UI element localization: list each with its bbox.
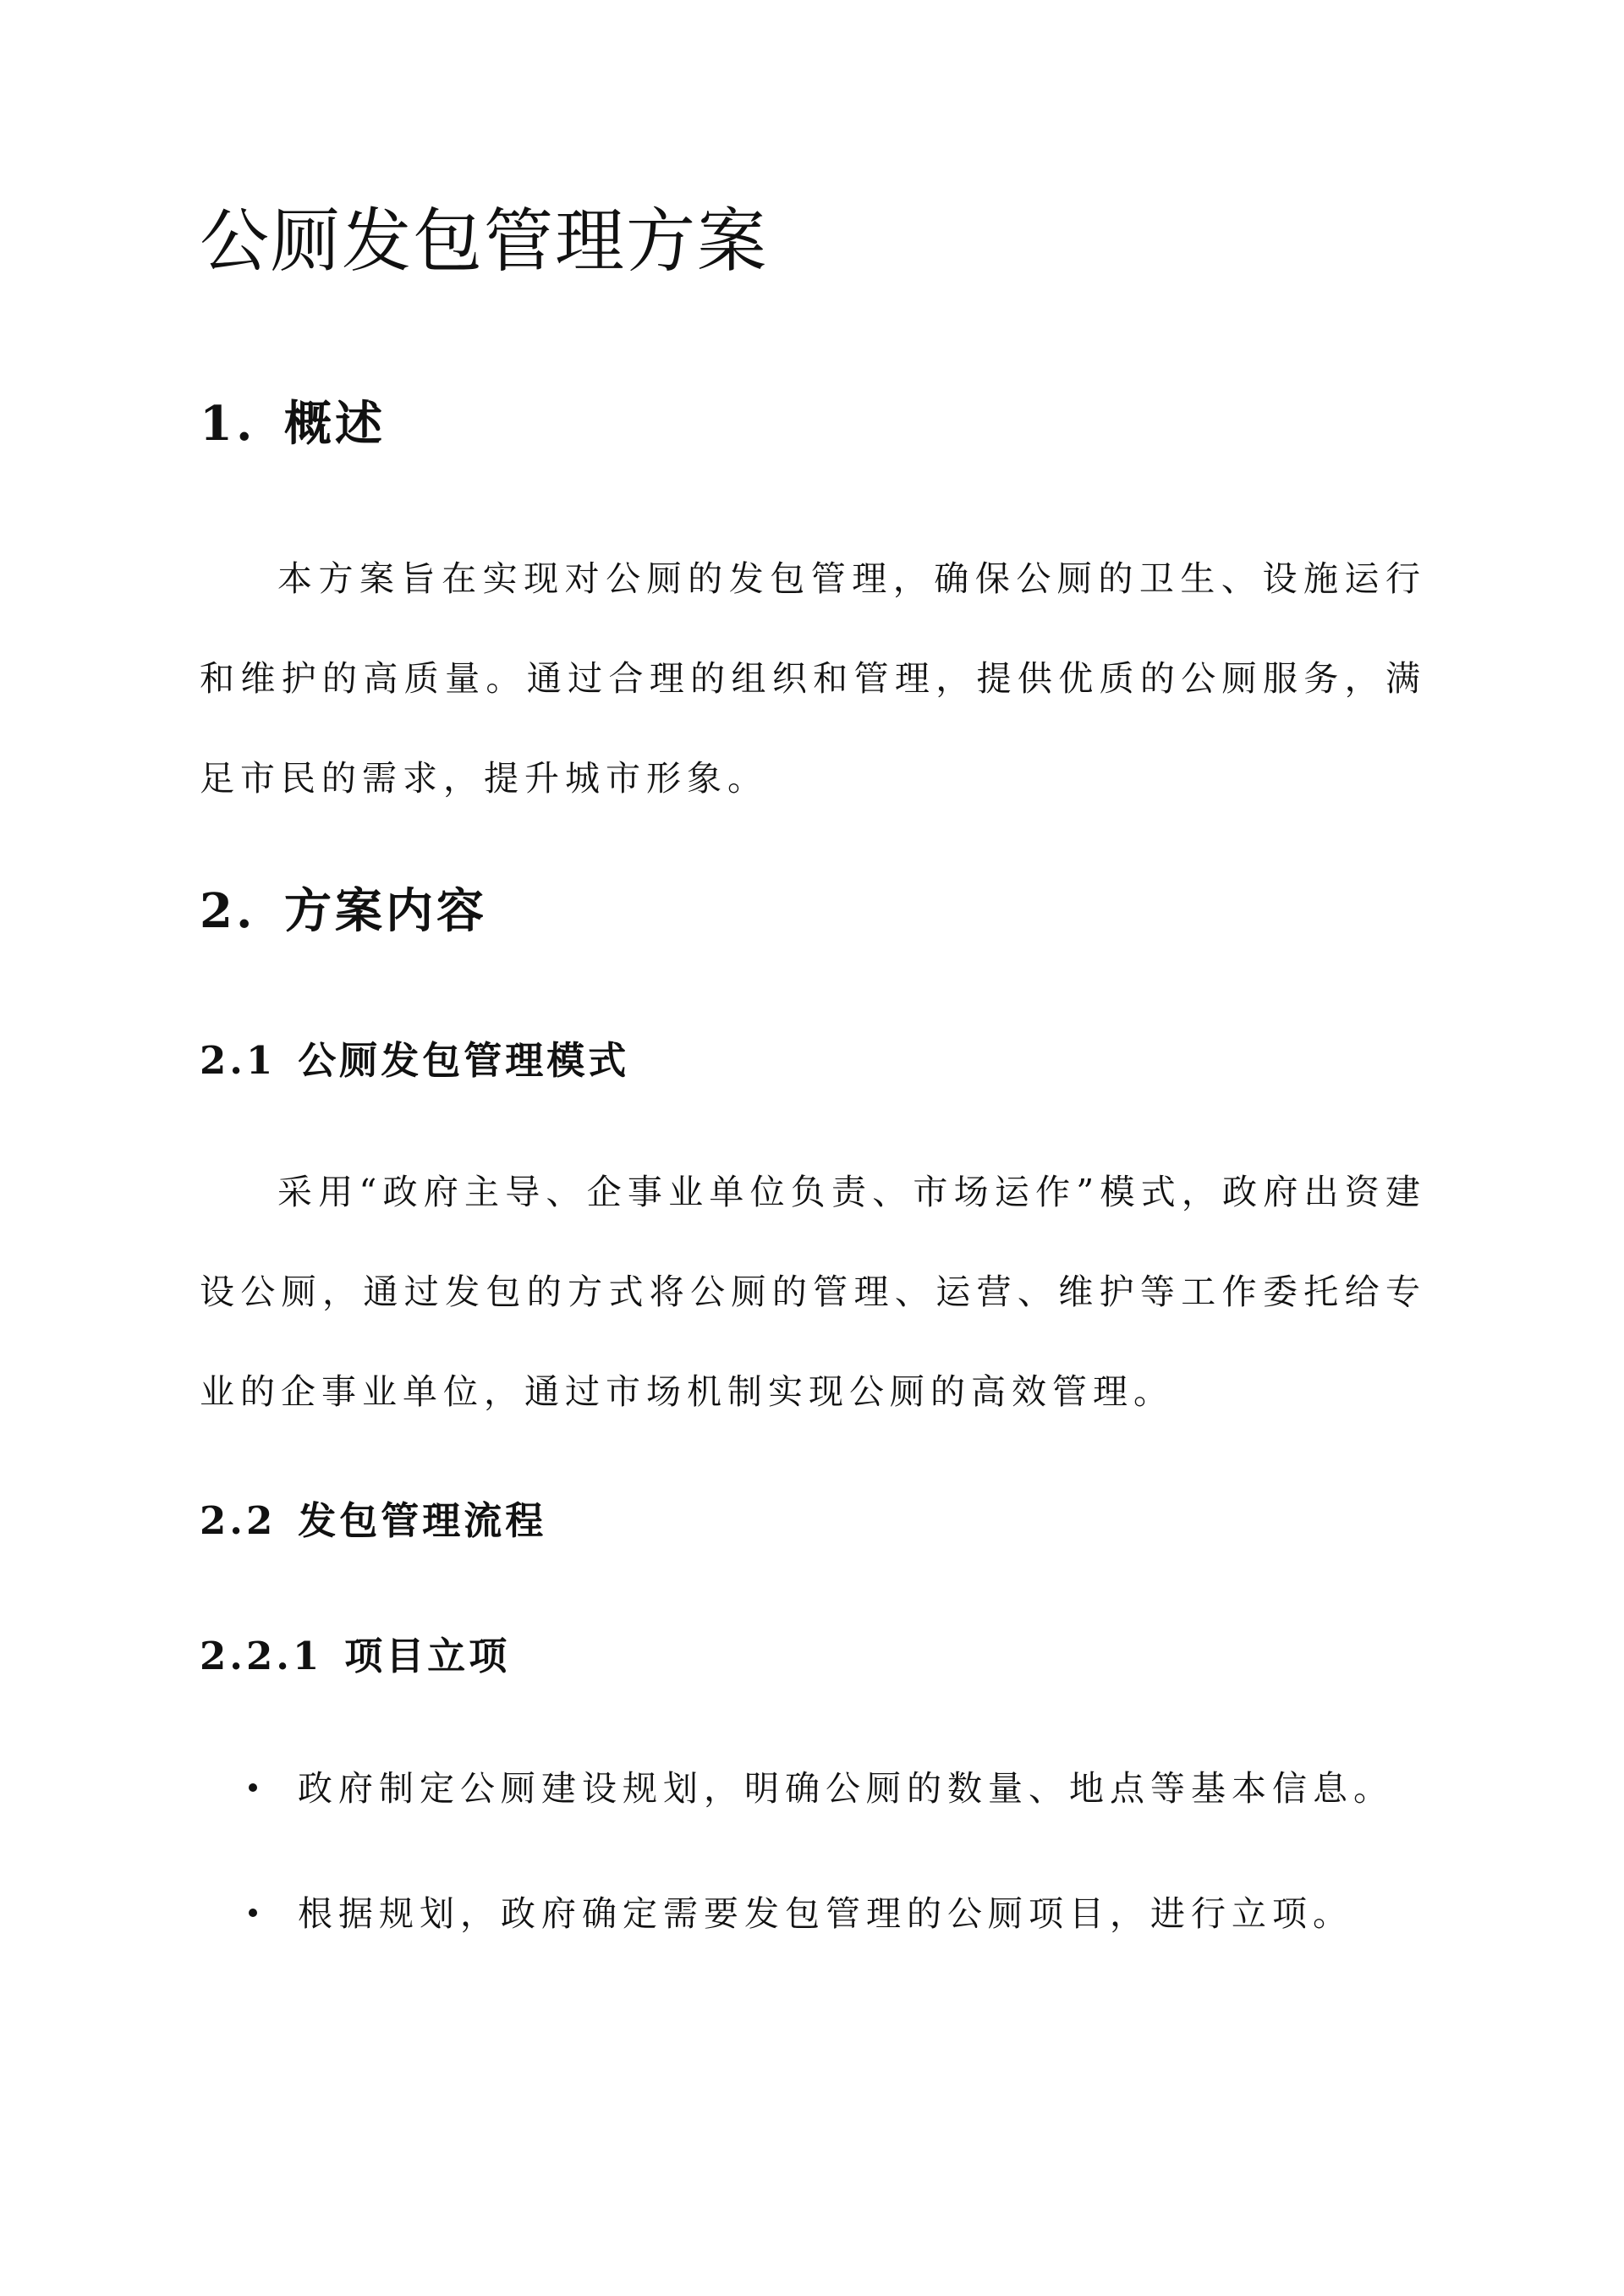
overview-paragraph: 本方案旨在实现对公厕的发包管理，确保公厕的卫生、设施运行和维护的高质量。通过合理的组织和管理，提供优质的公厕服务，满足市民的需求，提升城市形象。 <box>200 558 1426 799</box>
project-approval-list <box>200 1738 1426 1989</box>
list-item-text: 政府制定公厕建设规划，明确公厕的数量、地点等基本信息。 <box>298 1768 1394 1809</box>
subsection-number: 2.1 <box>200 1038 277 1083</box>
bullet-icon <box>249 1909 257 1917</box>
section-heading-plan-content <box>200 882 487 941</box>
section-number: 1. <box>200 396 256 452</box>
subsection-title: 项目立项 <box>344 1634 511 1678</box>
subsection-title: 公厕发包管理模式 <box>298 1038 630 1083</box>
subsection-title: 发包管理流程 <box>298 1498 547 1543</box>
section-title: 概述 <box>284 396 386 452</box>
section-number: 2. <box>200 883 256 939</box>
section-heading-overview <box>200 394 386 453</box>
bullet-icon <box>249 1783 257 1792</box>
section-title: 方案内容 <box>284 883 487 939</box>
subsection-heading-process <box>200 1496 546 1546</box>
subsection-number: 2.2 <box>200 1498 277 1543</box>
subsection-heading-mode <box>200 1035 629 1086</box>
subsection-heading-project-approval <box>200 1631 510 1682</box>
document-title: 公厕发包管理方案 <box>200 201 769 282</box>
mode-paragraph: 采用“政府主导、企事业单位负责、市场运作”模式，政府出资建设公厕，通过发包的方式将公厕的管理、运营、维护等工作委托给专业的企事业单位，通过市场机制实现公厕的高效管理。 <box>200 1172 1426 1412</box>
list-item <box>200 1864 1426 1964</box>
list-item <box>200 1738 1426 1838</box>
list-item-text: 根据规划，政府确定需要发包管理的公厕项目，进行立项。 <box>298 1893 1353 1934</box>
subsection-number: 2.2.1 <box>200 1634 323 1678</box>
